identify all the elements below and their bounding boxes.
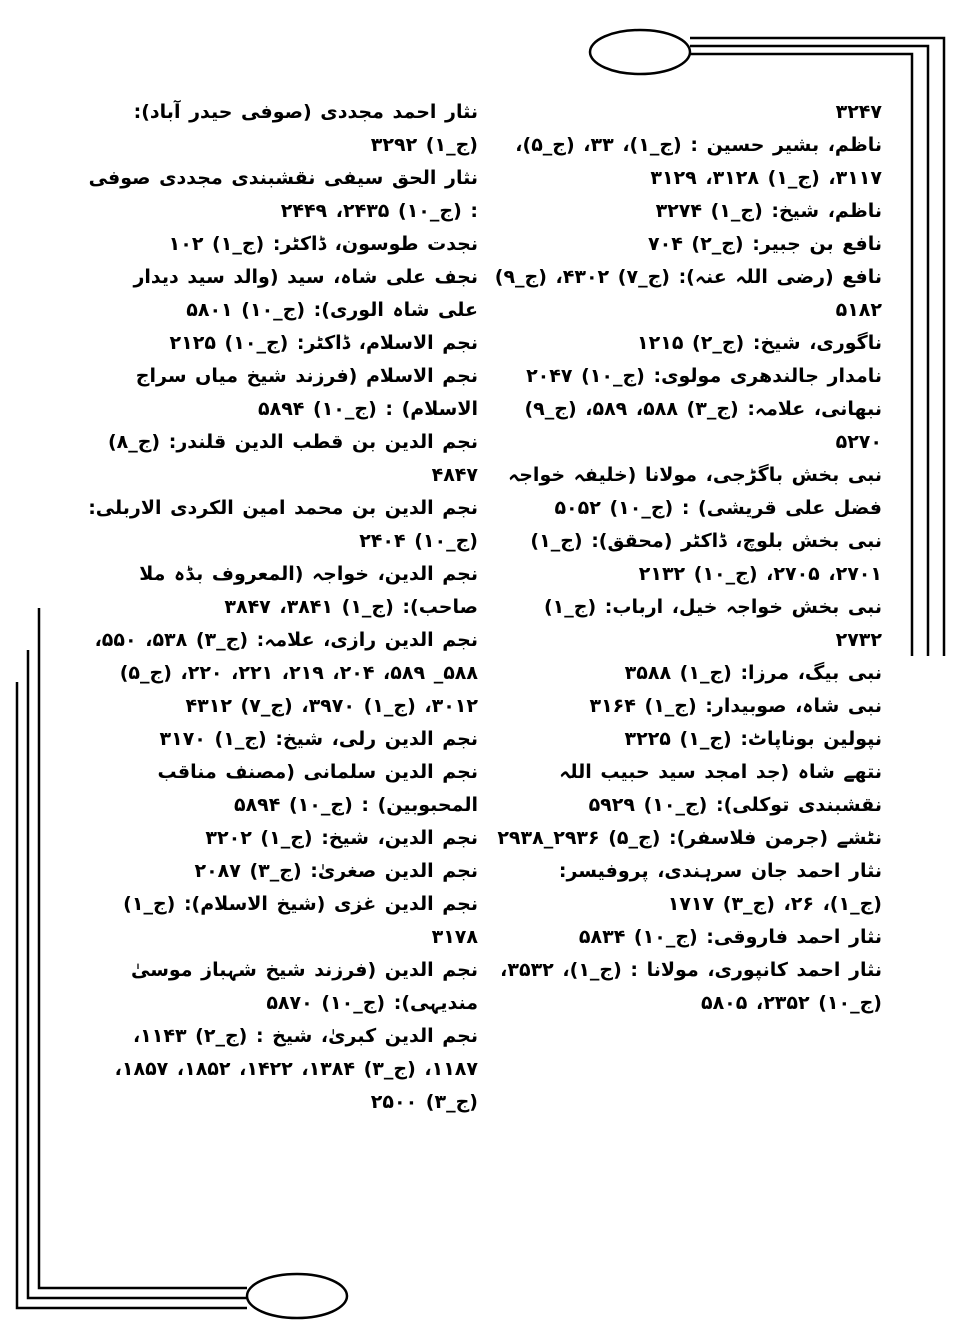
index-entry: ۳۲۴۷ [835, 101, 882, 123]
index-entry: نامدار جالندھری مولوی: (ج_۱۰) ۲۰۴۷ [526, 365, 882, 387]
index-entry: نجم الدین کبریٰ، شیخ : (ج_۲) ۱۱۴۳، ۱۱۸۷، (ج_۳) ۱۳۸۴، ۱۴۲۲، ۱۸۵۲، ۱۸۵۷، (ج_۳) ۲۵۰۰ [114, 1025, 478, 1113]
index-entry: نافع (رضی اللہ عنہ): (ج_۷) ۴۳۰۲، (ج_۹) ۵۱۸۲ [494, 266, 882, 321]
top-oval-ornament [590, 30, 690, 74]
index-entry: نجم الدین، خواجہ (المعروف بڈہ ملا صاحب): (ج_۱) ۳۸۴۱، ۳۸۴۷ [139, 563, 478, 618]
index-column-right [492, 96, 882, 1020]
index-entry: نجم الدین، شیخ: (ج_۱) ۳۲۰۲ [205, 827, 478, 849]
index-entry: نبی بیگ، مرزا: (ج_۱) ۳۵۸۸ [624, 662, 882, 684]
index-entry: نجم الدین بن محمد امین الکردی الاربلی: (ج_۱۰) ۲۴۰۴ [88, 497, 478, 552]
index-entry: نثار احمد کانپوری، مولانا : (ج_۱)، ۳۵۳۲، (ج_۱۰) ۲۳۵۲، ۵۸۰۵ [500, 959, 882, 1014]
index-entry: ناظم، شیخ: (ج_۱) ۳۲۷۴ [655, 200, 882, 222]
index-entry: نپولین بوناپاٹ: (ج_۱) ۳۲۲۵ [624, 728, 882, 750]
index-entry: نجم الدین رلی، شیخ: (ج_۱) ۳۱۷۰ [159, 728, 478, 750]
index-entry: نبھانی، علامہ: (ج_۳) ۵۸۸، ۵۸۹، (ج_۹) ۵۲۷۰ [524, 398, 882, 453]
index-entry: نبی بخش بلوچ، ڈاکٹر (محقق): (ج_۱) ۲۷۰۱، ۲۷۰۵، (ج_۱۰) ۲۱۳۲ [530, 530, 882, 585]
index-entry: نٹشے (جرمن فلاسفر): (ج_۵) ۲۹۳۶_۲۹۳۸ [497, 827, 882, 849]
index-entry: نبی بخش باگڑجی، مولانا (خلیفہ خواجہ فضل علی قریشی) : (ج_۱۰) ۵۰۵۲ [508, 464, 882, 519]
index-entry: نجم الدین صغریٰ: (ج_۳) ۲۰۸۷ [194, 860, 478, 882]
index-entry: نثار احمد جان سرہندی، پروفیسر: (ج_۱)، ۲۶، (ج_۳) ۱۷۱۷ [558, 860, 882, 915]
index-entry: نثار الحق سیفی نقشبندی مجددی صوفی : (ج_۱۰) ۲۴۳۵، ۲۴۴۹ [88, 167, 478, 222]
index-entry: نبی شاہ، صوبیدار: (ج_۱) ۳۱۶۴ [589, 695, 882, 717]
index-entry: نافع بن جبیر: (ج_۲) ۷۰۴ [648, 233, 882, 255]
index-entry: نجم الاسلام، ڈاکٹر: (ج_۱۰) ۲۱۲۵ [169, 332, 478, 354]
index-entry: نجم الدین غزی (شیخ الاسلام): (ج_۱) ۳۱۷۸ [123, 893, 478, 948]
index-column-left [88, 96, 478, 1119]
index-entry: نجدت طوسون، ڈاکٹر: (ج_۱) ۱۰۲ [168, 233, 478, 255]
index-entry: نجم الدین سلمانی (مصنف مناقب المحبوبین) : (ج_۱۰) ۵۸۹۴ [157, 761, 478, 816]
index-entry: نبی بخش خواجہ خیل، ارباب: (ج_۱) ۲۷۳۲ [543, 596, 882, 651]
index-entry: ناظم، بشیر حسین : (ج_۱)، ۳۳، (ج_۵)، ۳۱۱۷، (ج_۱) ۳۱۲۸، ۳۱۲۹ [515, 134, 882, 189]
index-entry: نجف علی شاہ، سید (والد سید دیدار علی شاہ الوری): (ج_۱۰) ۵۸۰۱ [133, 266, 478, 321]
index-entry: نثار احمد فاروقی: (ج_۱۰) ۵۸۳۴ [578, 926, 882, 948]
index-entry: نتھے شاہ (جد امجد سید حبیب اللہ نقشبندی توکلی): (ج_۱۰) ۵۹۲۹ [559, 761, 882, 816]
index-entry: نجم الدین بن قطب الدین قلندر: (ج_۸) ۴۸۴۷ [107, 431, 478, 486]
bottom-oval-ornament [247, 1274, 347, 1318]
index-entry: نثار احمد مجددی (صوفی حیدر آباد): (ج_۱) ۳۲۹۲ [133, 101, 478, 156]
index-entry: نجم الاسلام (فرزند شیخ میاں سراج الاسلام) : (ج_۱۰) ۵۸۹۴ [135, 365, 478, 420]
index-entry: نجم الدین رازی، علامہ: (ج_۳) ۵۳۸، ۵۵۰، ۵۸۸_ ۵۸۹، ۲۰۴، ۲۱۹، ۲۲۱، ۲۲۰، (ج_۵) ۳۰۱۲، (ج_۱) ۳۹۷۰، (ج_۷) ۴۳۱۲ [94, 629, 478, 717]
index-entry: نجم الدین (فرزند شیخ شہباز موسیٰ مندیہی): (ج_۱۰) ۵۸۷۰ [130, 959, 478, 1014]
index-entry: ناگوری، شیخ: (ج_۲) ۱۲۱۵ [637, 332, 882, 354]
